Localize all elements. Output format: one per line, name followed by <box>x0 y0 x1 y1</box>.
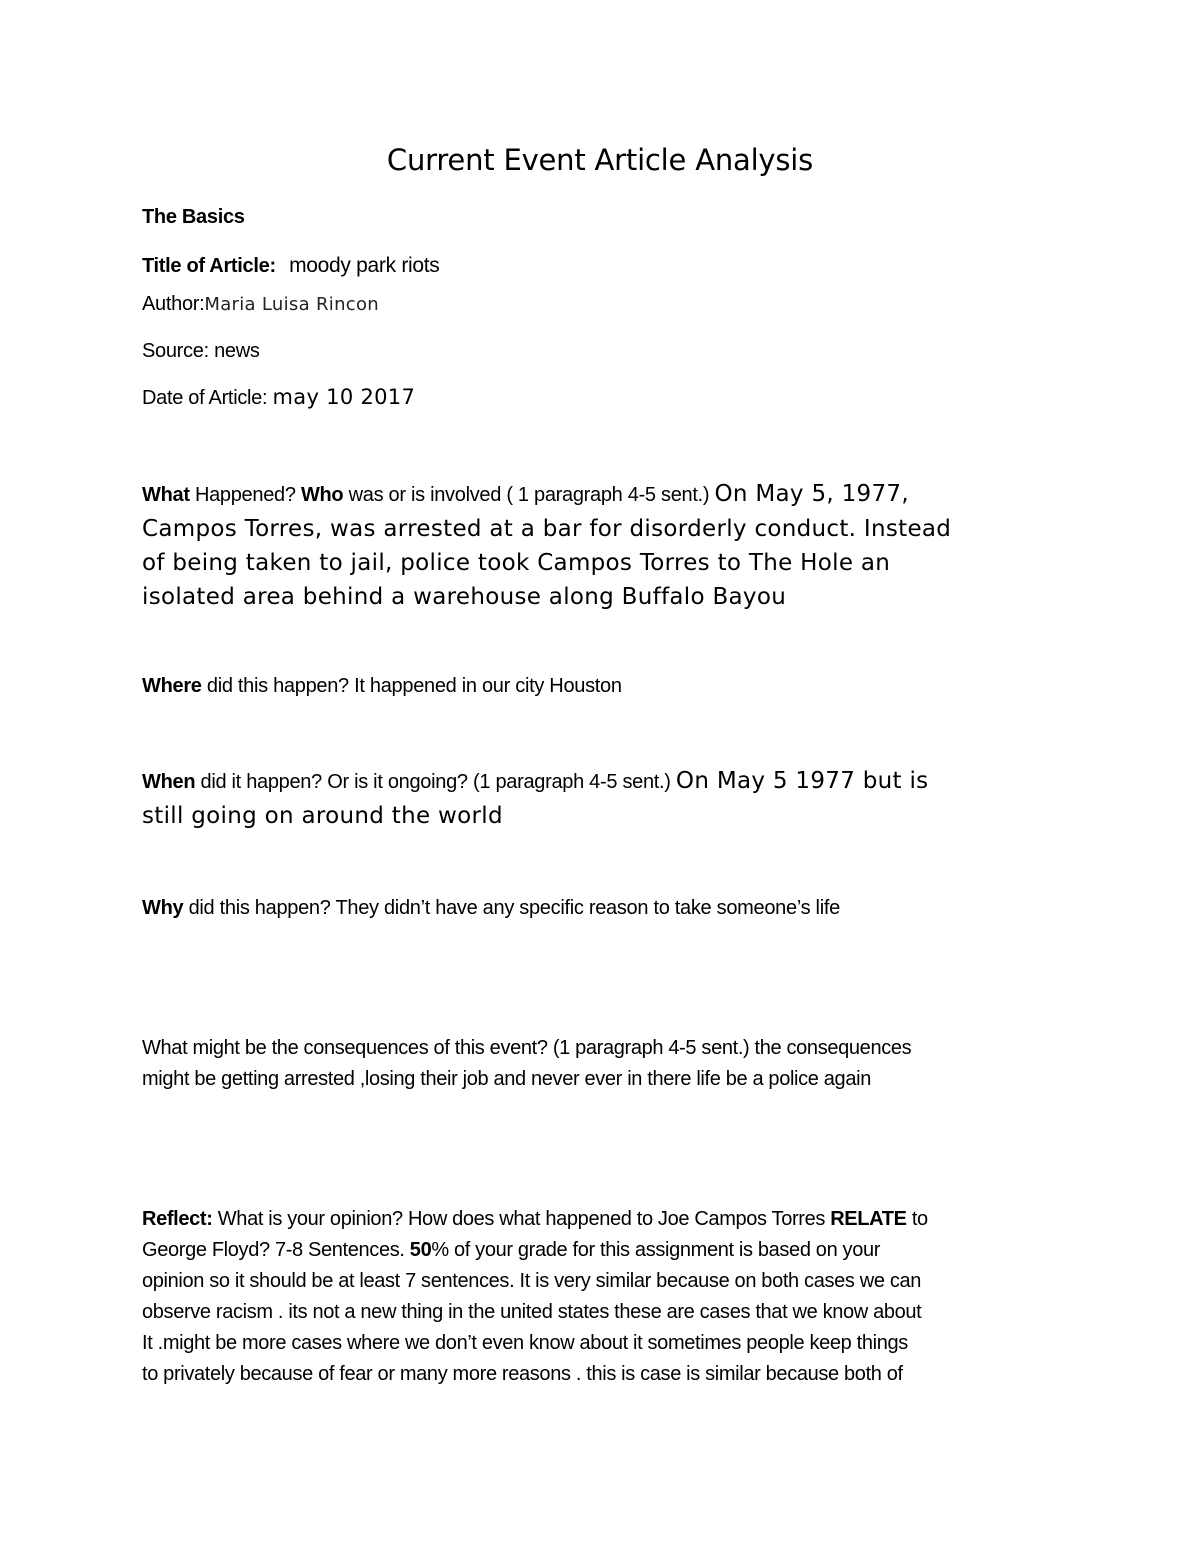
what-answer-line-4: isolated area behind a warehouse along Buffalo Bayou <box>142 584 787 610</box>
who-label-bold: Who <box>300 484 344 506</box>
where-label-text: did this happen? <box>201 675 355 697</box>
what-answer-line-3: of being taken to jail, police took Campos Torres to The Hole an <box>142 550 891 576</box>
consequences-line-1: What might be the consequences of this event? (1 paragraph 4-5 sent.) the consequences <box>142 1037 912 1059</box>
date-label: Date of Article: <box>142 387 268 409</box>
reflect-line-2 <box>142 1235 1062 1266</box>
date-value: may 10 2017 <box>272 385 416 409</box>
reflect-line-3: opinion so it should be at least 7 sentences. It is very similar because on both cases we can <box>142 1270 922 1292</box>
when-label-bold: When <box>142 771 196 793</box>
reflect-line-1 <box>142 1204 1062 1235</box>
consequences-line-2: might be getting arrested ,losing their job and never ever in there life be a police again <box>142 1068 871 1090</box>
who-label-text: was or is involved ( 1 paragraph 4-5 sent.) <box>343 484 715 506</box>
document-title: Current Event Article Analysis <box>386 143 814 177</box>
article-title-value: moody park riots <box>289 254 440 277</box>
when-answer-line-2: still going on around the world <box>142 803 503 829</box>
relate-bold: RELATE <box>830 1208 907 1230</box>
what-line-1 <box>142 477 1072 512</box>
what-answer-line-1: On May 5, 1977, <box>714 481 909 507</box>
article-title-row <box>142 254 440 278</box>
reflect-text-1c: to <box>906 1208 928 1230</box>
percent-bold: 50 <box>409 1239 432 1261</box>
source-label: Source: <box>142 340 209 362</box>
when-section <box>142 764 1072 833</box>
consequences-section <box>142 1033 1062 1095</box>
when-label-text: did it happen? Or is it ongoing? (1 paragraph 4-5 sent.) <box>195 771 676 793</box>
author-label: Author: <box>142 293 205 315</box>
reflect-text-1a: What is your opinion? How does what happened to Joe Campos Torres <box>212 1208 831 1230</box>
what-label-text: Happened? <box>189 484 301 506</box>
what-happened-section <box>142 477 1072 614</box>
reflect-line-5: It .might be more cases where we don’t even know about it sometimes people keep things <box>142 1332 908 1354</box>
why-row <box>142 897 840 920</box>
why-label-text: did this happen? <box>183 897 336 919</box>
reflect-line-6: to privately because of fear or many more reasons . this is case is similar because both of <box>142 1363 903 1385</box>
reflect-line-4: observe racism . its not a new thing in the united states these are cases that we know about <box>142 1301 922 1323</box>
author-row <box>142 293 379 316</box>
where-row <box>142 675 622 698</box>
when-line-1 <box>142 764 1072 799</box>
reflect-text-2a: George Floyd? 7-8 Sentences. <box>142 1239 410 1261</box>
what-answer-line-2: Campos Torres, was arrested at a bar for disorderly conduct. Instead <box>142 516 952 542</box>
what-label-bold: What <box>142 484 190 506</box>
why-label-bold: Why <box>142 897 184 919</box>
source-value: news <box>214 340 260 362</box>
source-row <box>142 340 260 363</box>
when-answer-line-1: On May 5 1977 but is <box>675 768 929 794</box>
date-row <box>142 385 415 410</box>
reflect-section <box>142 1204 1062 1390</box>
reflect-label: Reflect: <box>142 1208 213 1230</box>
where-label-bold: Where <box>142 675 202 697</box>
article-title-label: Title of Article: <box>142 255 276 277</box>
author-value: Maria Luisa Rincon <box>204 294 379 315</box>
reflect-text-2c: % of your grade for this assignment is based on your <box>431 1239 881 1261</box>
where-answer: It happened in our city Houston <box>354 675 622 697</box>
basics-heading: The Basics <box>142 206 245 228</box>
why-answer: They didn’t have any specific reason to take someone’s life <box>335 897 840 919</box>
